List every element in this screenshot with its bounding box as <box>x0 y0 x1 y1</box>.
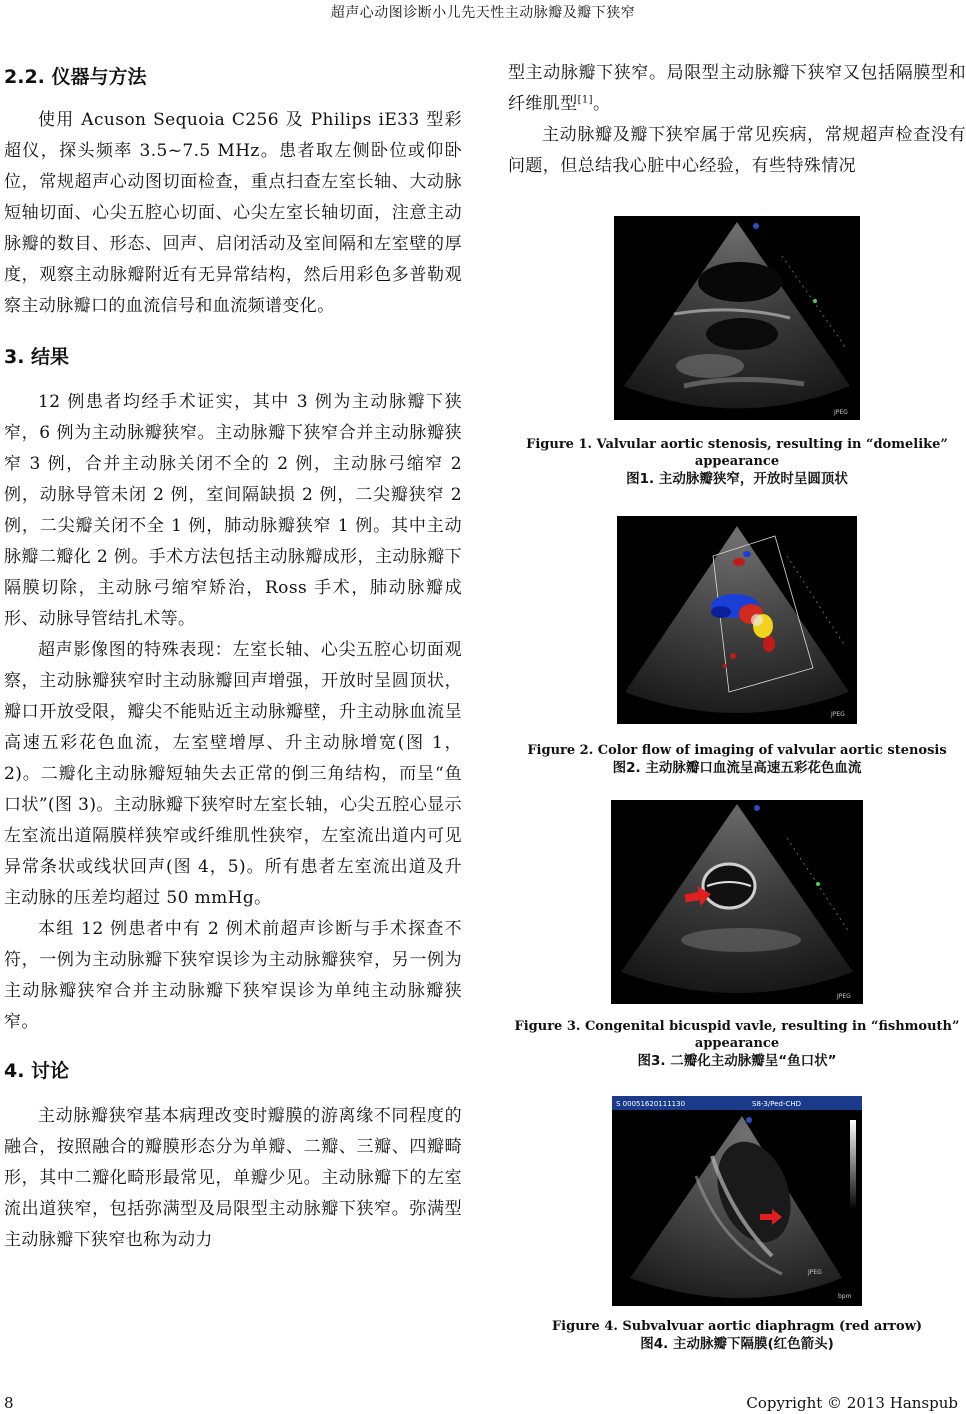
figure-1 <box>508 216 966 488</box>
paragraph-right-1-text: 型主动脉瓣下狭窄。局限型主动脉瓣下狭窄又包括隔膜型和纤维肌型 <box>508 63 966 114</box>
citation-ref: [1] <box>577 94 593 106</box>
figure-2-echo-color-doppler <box>617 516 857 724</box>
figure-4-watermark: JPEG <box>808 1269 822 1276</box>
figure-4-caption-en: Figure 4. Subvalvuar aortic diaphragm (red arrow) <box>551 1319 923 1334</box>
figure-2-watermark: JPEG <box>831 711 845 718</box>
figure-1-watermark: JPEG <box>834 409 848 416</box>
figure-1-caption-zh: 图1. 主动脉瓣狭窄，开放时呈圆顶状 <box>626 471 848 487</box>
figure-3 <box>508 800 966 1070</box>
copyright: Copyright © 2013 Hanspub <box>746 1394 958 1412</box>
paragraph-results-2: 超声影像图的特殊表现：左室长轴、心尖五腔心切面观察，主动脉瓣狭窄时主动脉瓣回声增强，开放时呈圆顶状，瓣口开放受限，瓣尖不能贴近主动脉瓣壁，升主动脉血流呈高速五彩花色血流，左室壁增厚、升主动脉增宽(图 1，2)。二瓣化主动脉瓣短轴失去正常的倒三角结构，而呈“鱼口状”(图 3)。主动脉瓣下狭窄时左室长轴，心尖五腔心显示左室流出道隔膜样狭窄或纤维肌性狭窄，左室流出道内可见异常条状或线状回声(图 4，5)。所有患者左室流出道及升主动脉的压差均超过 50 mmHg。 <box>4 640 462 908</box>
figure-1-caption-en: Figure 1. Valvular aortic stenosis, resulting in “domelike” appearance <box>526 437 948 469</box>
paragraph-right-1 <box>508 58 966 120</box>
paragraph-results-3: 本组 12 例患者中有 2 例术前超声诊断与手术探查不符，一例为主动脉瓣下狭窄误诊为主动脉瓣狭窄，另一例为主动脉瓣狭窄合并主动脉瓣下狭窄误诊为单纯主动脉瓣狭窄。 <box>4 919 462 1032</box>
figure-1-echo-image <box>614 216 860 420</box>
paragraph-discussion-1: 主动脉瓣狭窄基本病理改变时瓣膜的游离缘不同程度的融合，按照融合的瓣膜形态分为单瓣、二瓣、三瓣、四瓣畸形，其中二瓣化畸形最常见，单瓣少见。主动脉瓣下的左室流出道狭窄，包括弥满型及局限型主动脉瓣下狭窄。弥满型主动脉瓣下狭窄也称为动力 <box>4 1106 462 1250</box>
paragraph-right-2: 主动脉瓣及瓣下狭窄属于常见疾病，常规超声检查没有问题，但总结我心脏中心经验，有些特殊情况 <box>508 125 966 176</box>
figure-3-caption-zh: 图3. 二瓣化主动脉瓣呈“鱼口状” <box>637 1053 837 1069</box>
left-column <box>4 60 462 1256</box>
section-heading-discussion: 4. 讨论 <box>4 1060 70 1082</box>
running-head: 超声心动图诊断小儿先天性主动脉瓣及瓣下狭窄 <box>330 5 636 21</box>
figure-4-caption-zh: 图4. 主动脉瓣下隔膜(红色箭头) <box>640 1336 834 1352</box>
right-column <box>508 58 966 182</box>
paragraph-right-1-end: 。 <box>592 94 611 114</box>
figure-2 <box>508 516 966 777</box>
figure-3-caption-en: Figure 3. Congenital bicuspid vavle, resulting in “fishmouth” appearance <box>514 1019 960 1051</box>
figure-4 <box>508 1096 966 1353</box>
figure-2-caption-en: Figure 2. Color flow of imaging of valvular aortic stenosis <box>527 743 947 758</box>
figure-3-watermark: JPEG <box>837 993 851 1000</box>
section-heading-2-2: 2.2. 仪器与方法 <box>4 66 147 88</box>
paragraph-methods: 使用 Acuson Sequoia C256 及 Philips iE33 型彩超仪，探头频率 3.5~7.5 MHz。患者取左侧卧位或仰卧位，常规超声心动图切面检查，重点扫查左室长轴、大动脉短轴切面、心尖五腔心切面、心尖左室长轴切面，注意主动脉瓣的数目、形态、回声、启闭活动及室间隔和左室壁的厚度，观察主动脉瓣附近有无异常结构，然后用彩色多普勒观察主动脉瓣口的血流信号和血流频谱变化。 <box>4 110 462 316</box>
paragraph-results-1: 12 例患者均经手术证实，其中 3 例为主动脉瓣下狭窄，6 例为主动脉瓣狭窄。主动脉瓣下狭窄合并主动脉瓣狭窄 3 例，合并主动脉关闭不全的 2 例，主动脉弓缩窄 2 例，动脉导管未闭 2 例，室间隔缺损 2 例，二尖瓣狭窄 2 例，二尖瓣关闭不全 1 例，肺动脉瓣狭窄 1 例。其中主动脉瓣二瓣化 2 例。手术方法包括主动脉瓣成形，主动脉瓣下隔膜切除，主动脉弓缩窄矫治，Ross 手术，肺动脉瓣成形、动脉导管结扎术等。 <box>4 392 462 629</box>
figure-4-echo-image <box>612 1096 862 1306</box>
figure-4-header-preset: S8-3/Ped-CHD <box>752 1100 802 1108</box>
figure-2-caption-zh: 图2. 主动脉瓣口血流呈高速五彩花色血流 <box>612 760 862 776</box>
section-heading-results: 3. 结果 <box>4 346 70 368</box>
figure-3-echo-image <box>611 800 863 1004</box>
figure-4-header-id: S 00051620111130 <box>616 1100 686 1108</box>
figure-4-bpm: bpm <box>838 1293 852 1300</box>
page-number: 8 <box>4 1394 14 1412</box>
